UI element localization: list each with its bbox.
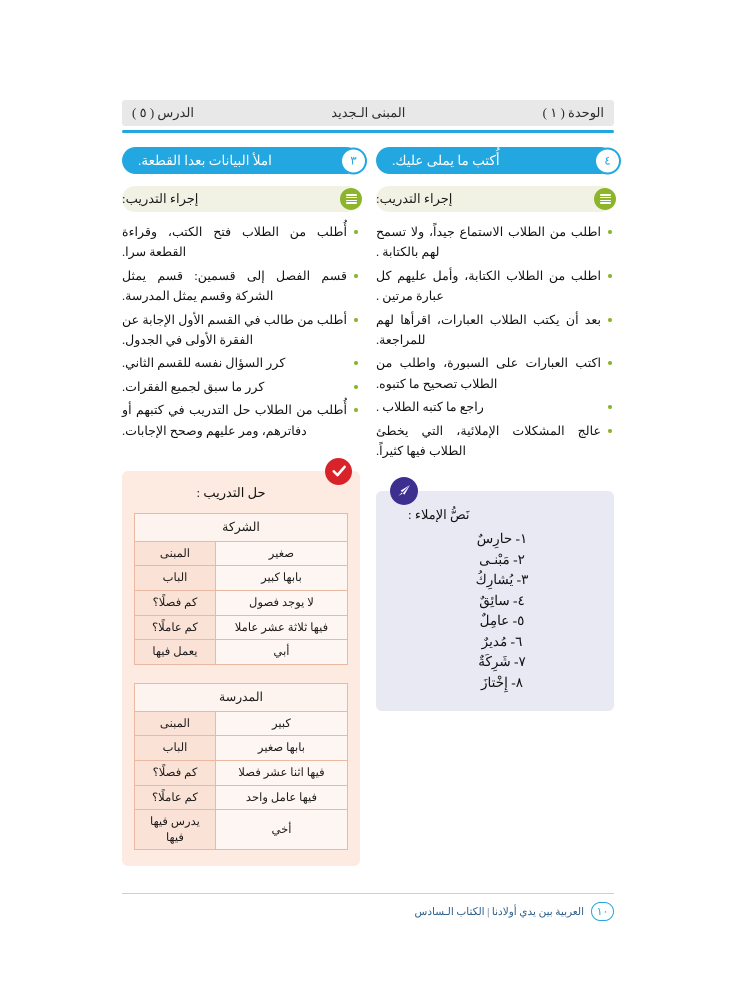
exercise-4-number: ٤ <box>596 149 619 172</box>
page-number: ١٠ <box>591 902 614 921</box>
list-item: اطلب من الطلاب الكتابة، وأمل عليهم كل عبارة مرتين . <box>376 266 614 307</box>
table-cell-value: بابها كبير <box>215 566 347 591</box>
table-cell-key: كم فصلًا؟ <box>135 590 216 615</box>
page-footer <box>122 893 614 921</box>
answer-table-school <box>134 683 348 851</box>
table-row <box>135 615 348 640</box>
list-item: بعد أن يكتب الطلاب العبارات، اقرأها لهم للمراجعة. <box>376 310 614 351</box>
table-cell-key: الباب <box>135 566 216 591</box>
table-cell-key: المبنى <box>135 711 216 736</box>
table-row <box>135 736 348 761</box>
list-item: عالج المشكلات الإملائية، التي يخطئ الطلاب فيها كثيراً. <box>376 421 614 462</box>
list-item: ١- حارِسٌ <box>476 531 528 547</box>
table-row <box>135 711 348 736</box>
table-cell-value: فيها عامل واحد <box>215 785 347 810</box>
exercise-3-title: املأ البيانات بعدا القطعة. <box>138 152 272 168</box>
list-item: كرر السؤال نفسه للقسم الثاني. <box>122 353 360 373</box>
table-cell-key: المبنى <box>135 541 216 566</box>
list-item: ٤- سائِقٌ <box>479 592 525 608</box>
answer-table-company <box>134 513 348 665</box>
list-item: ٧- شَرِكَةٌ <box>478 654 526 670</box>
dictation-text-panel <box>376 491 614 711</box>
list-icon <box>340 188 362 210</box>
table-row <box>135 590 348 615</box>
table-row <box>135 566 348 591</box>
table-cell-value: فيها اثنا عشر فصلا <box>215 760 347 785</box>
table-row <box>135 760 348 785</box>
list-item: أُطلب من الطلاب حل التدريب في كتبهم أو دفاترهم، ومر عليهم وصحح الإجابات. <box>122 400 360 441</box>
exercise-3-number: ٣ <box>342 149 365 172</box>
list-item: كرر ما سبق لجميع الفقرات. <box>122 377 360 397</box>
list-item: قسم الفصل إلى قسمين: قسم يمثل الشركة وقسم يمثل المدرسة. <box>122 266 360 307</box>
table-cell-value: لا يوجد فصول <box>215 590 347 615</box>
table-row <box>135 541 348 566</box>
exercise-4-procedure-label: إجراء التدريب: <box>376 191 453 206</box>
list-icon <box>594 188 616 210</box>
running-head <box>122 100 614 126</box>
list-item: ٥- عامِلٌ <box>479 613 525 629</box>
two-column-layout <box>122 147 614 866</box>
list-item: اكتب العبارات على السبورة، واطلب من الطلاب تصحيح ما كتبوه. <box>376 353 614 394</box>
page-content <box>122 100 614 866</box>
dictation-title: نَصُّ الإملاء : <box>408 507 470 523</box>
table-row <box>135 810 348 850</box>
footer-divider <box>122 893 614 894</box>
table-cell-key: كم عاملًا؟ <box>135 785 216 810</box>
list-item: أطلب من طالب في القسم الأول الإجابة عن الفقرة الأولى في الجدول. <box>122 310 360 351</box>
column-exercise-3 <box>122 147 360 866</box>
running-head-unit: الوحدة ( ١ ) <box>542 105 604 120</box>
table-row <box>135 785 348 810</box>
pen-circle-icon <box>390 477 418 505</box>
footer-row <box>122 902 614 921</box>
table-cell-value: بابها صغير <box>215 736 347 761</box>
exercise-3-procedure-bar <box>122 186 360 212</box>
exercise-4-banner <box>376 147 614 174</box>
exercise-3-steps <box>122 222 360 441</box>
table-header-row <box>135 513 348 541</box>
table-cell-key: يدرس فيها فيها <box>135 810 216 850</box>
header-divider <box>122 130 614 133</box>
exercise-4-procedure-bar <box>376 186 614 212</box>
running-head-lesson: الدرس ( ٥ ) <box>132 105 194 120</box>
list-item: ٣- يُشارِكُ <box>475 572 529 588</box>
table-cell-value: أخي <box>215 810 347 850</box>
table-cell-value: أبي <box>215 640 347 665</box>
table-cell-value: كبير <box>215 711 347 736</box>
list-item: راجع ما كتبه الطلاب . <box>376 397 614 417</box>
check-circle-icon <box>325 458 352 485</box>
table-header-cell: المدرسة <box>135 683 348 711</box>
list-item: ٢- مَبْنـى <box>479 551 525 567</box>
exercise-4-title: أُكتب ما يملى عليك. <box>392 152 500 168</box>
answer-key-title: حل التدريب : <box>196 484 266 500</box>
table-row <box>135 640 348 665</box>
list-item: اطلب من الطلاب الاستماع جيداً، ولا تسمح لهم بالكتابة . <box>376 222 614 263</box>
exercise-3-procedure-label: إجراء التدريب: <box>122 191 199 206</box>
table-cell-key: كم عاملًا؟ <box>135 615 216 640</box>
column-exercise-4 <box>376 147 614 866</box>
table-cell-key: يعمل فيها <box>135 640 216 665</box>
running-head-title: المبنى الـجديد <box>331 105 406 120</box>
table-cell-value: فيها ثلاثة عشر عاملا <box>215 615 347 640</box>
table-header-row <box>135 683 348 711</box>
list-item: ٨- إِخْتازَ <box>481 674 523 690</box>
footer-book-title: العربية بين يدي أولادنا | الكتاب الـسادس <box>414 906 584 918</box>
exercise-4-steps <box>376 222 614 461</box>
list-item: أُطلب من الطلاب فتح الكتب، وقراءة القطعة سرا. <box>122 222 360 263</box>
answer-key-panel <box>122 471 360 867</box>
table-cell-key: الباب <box>135 736 216 761</box>
table-cell-value: صغير <box>215 541 347 566</box>
dictation-word-list <box>394 529 596 693</box>
exercise-3-banner <box>122 147 360 174</box>
table-cell-key: كم فصلًا؟ <box>135 760 216 785</box>
list-item: ٦- مُديرٌ <box>481 633 523 649</box>
table-header-cell: الشركة <box>135 513 348 541</box>
